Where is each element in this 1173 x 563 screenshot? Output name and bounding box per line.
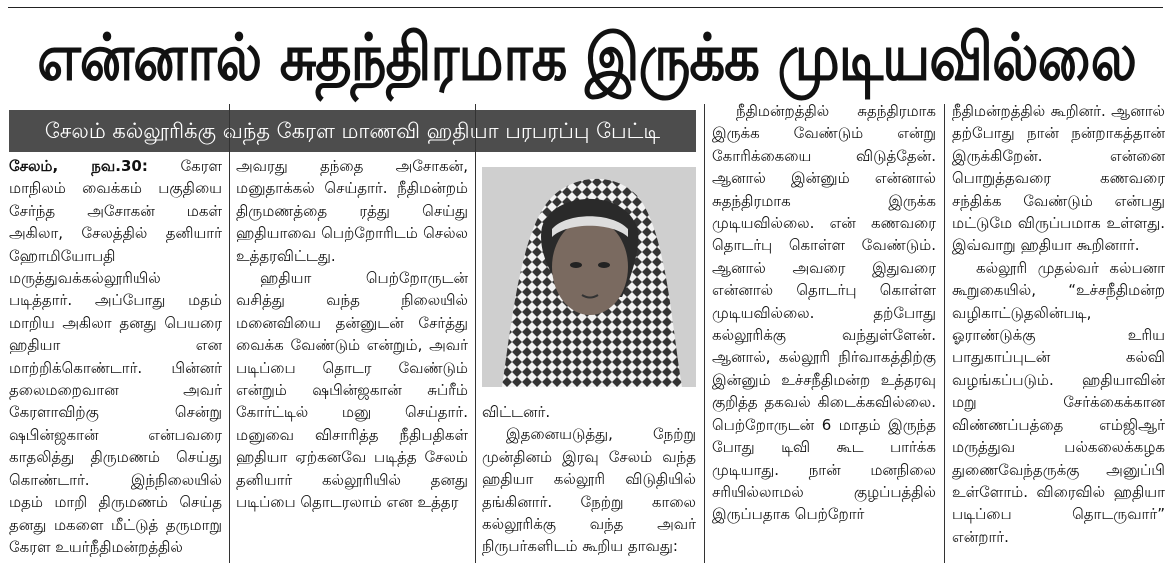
paragraph: நீதிமன்றத்தில் சுதந்திரமாக இருக்க வேண்டும் என்று கோரிக்கையை விடுத்தேன். ஆனால் இன்னும் என்னால் சுதந்திரமாக இருக்க முடியவில்லை. என் கணவரை தொடர்பு கொள்ள வேண்டும். ஆனால் அவரை இதுவரை என்னால் தொடர்பு கொள்ள முடியவில்லை. தற்போது கல்லூரிக்கு வந்துள்ளேன். ஆனால், கல்லூரி நிர்வாகத்திற்கு இன்னும் உச்சநீதிமன்ற உத்தரவு குறித்த தகவல் கிடைக்கவில்லை. பெற்றோருடன் 6 மாதம் இருந்த போது டிவி கூட பார்க்க முடியாது. நான் மனநிலை சரியில்லாமல் குழப்பத்தில் இருப்பதாக பெற்றோர் <box>712 102 936 524</box>
subheadline-bar <box>9 110 696 152</box>
paragraph: கல்லூரி முதல்வர் கல்பனா கூறுகையில், “உச்சநீதிமன்ற வழிகாட்டுதலின்படி, ஓராண்டுக்கு உரிய பாதுகாப்புடன் கல்வி வழங்கப்படும். ஹதியாவின் மறு சேர்க்கைக்கான விண்ணப்பத்தை எம்ஜிஆர் மருத்துவ பல்கலைக்கழக துணைவேந்தருக்கு அனுப்பி உள்ளோம். விரைவில் ஹதியா படிப்பை தொடருவார்” என்றார். <box>952 258 1165 546</box>
article-column-5 <box>952 100 1165 548</box>
paragraph: ஹதியா பெற்றோருடன் வசித்து வந்த நிலையில் மனைவியை தன்னுடன் சேர்த்து வைக்க வேண்டும் என்றும், அவர் படிப்பை தொடர வேண்டும் என்றும் ஷபின்ஜகான் சுப்ரீம் கோர்ட்டில் மனு செய்தார். மனுவை விசாரித்த நீதிபதிகள் ஹதியா ஏற்கனவே படித்த சேலம் தனியார் கல்லூரியில் தனது படிப்பை தொடரலாம் என உத்தர <box>236 269 468 512</box>
portrait-photo <box>482 167 696 387</box>
portrait-photo-icon <box>482 167 696 387</box>
article-column-4 <box>712 100 936 526</box>
subheadline: சேலம் கல்லூரிக்கு வந்த கேரள மாணவி ஹதியா பரபரப்பு பேட்டி <box>44 119 661 143</box>
column-divider <box>475 104 476 563</box>
paragraph: இதனையடுத்து, நேற்று முன்தினம் இரவு சேலம் வந்த ஹதியா கல்லூரி விடுதியில் தங்கினார். நேற்று காலை கல்லூரிக்கு வந்த அவர் நிருபர்களிடம் கூறிய தாவது: <box>482 425 696 556</box>
column-divider <box>944 104 945 563</box>
paragraph-text: கேரள மாநிலம் வைக்கம் பகுதியை சேர்ந்த அசோகன் மகள் அகிலா, சேலத்தில் தனியார் ஹோமியோபதி மருத்துவக்கல்லூரியில் படித்தார். அப்போது மதம் மாறிய அகிலா தனது பெயரை ஹதியா என மாற்றிக்கொண்டார். பின்னர் தலைமறைவான அவர் கேரளாவிற்கு சென்று ஷபின்ஜகான் என்பவரை காதலித்து திருமணம் செய்து கொண்டார். இந்நிலையில் மதம் மாறி திருமணம் செய்த தனது மகளை மீட்டுத் தருமாறு கேரள உயர்நீதிமன்றத்தில் <box>9 157 222 556</box>
lead-paragraph <box>9 155 222 558</box>
paragraph: அவரது தந்தை அசோகன், மனுதாக்கல் செய்தார். நீதிமன்றம் திருமணத்தை ரத்து செய்து ஹதியாவை பெற்றோரிடம் செல்ல உத்தரவிட்டது. <box>236 157 468 265</box>
column-divider <box>229 104 230 563</box>
paragraph: விட்டனர். <box>482 403 551 421</box>
article-column-3 <box>482 401 696 558</box>
paragraph: நீதிமன்றத்தில் கூறினர். ஆனால் தற்போது நான் நன்றாகத்தான் இருக்கிறேன். என்னை பொறுத்தவரை கணவரை சந்திக்க வேண்டும் என்பது மட்டுமே விருப்பமாக உள்ளது. இவ்வாறு ஹதியா கூறினார். <box>952 102 1165 255</box>
dateline: சேலம், நவ.30: <box>9 157 148 175</box>
article-column-1 <box>9 155 222 558</box>
article-column-2 <box>236 155 468 514</box>
column-divider <box>704 104 705 563</box>
headline: என்னால் சுதந்திரமாக இருக்க முடியவில்லை <box>37 21 1136 96</box>
